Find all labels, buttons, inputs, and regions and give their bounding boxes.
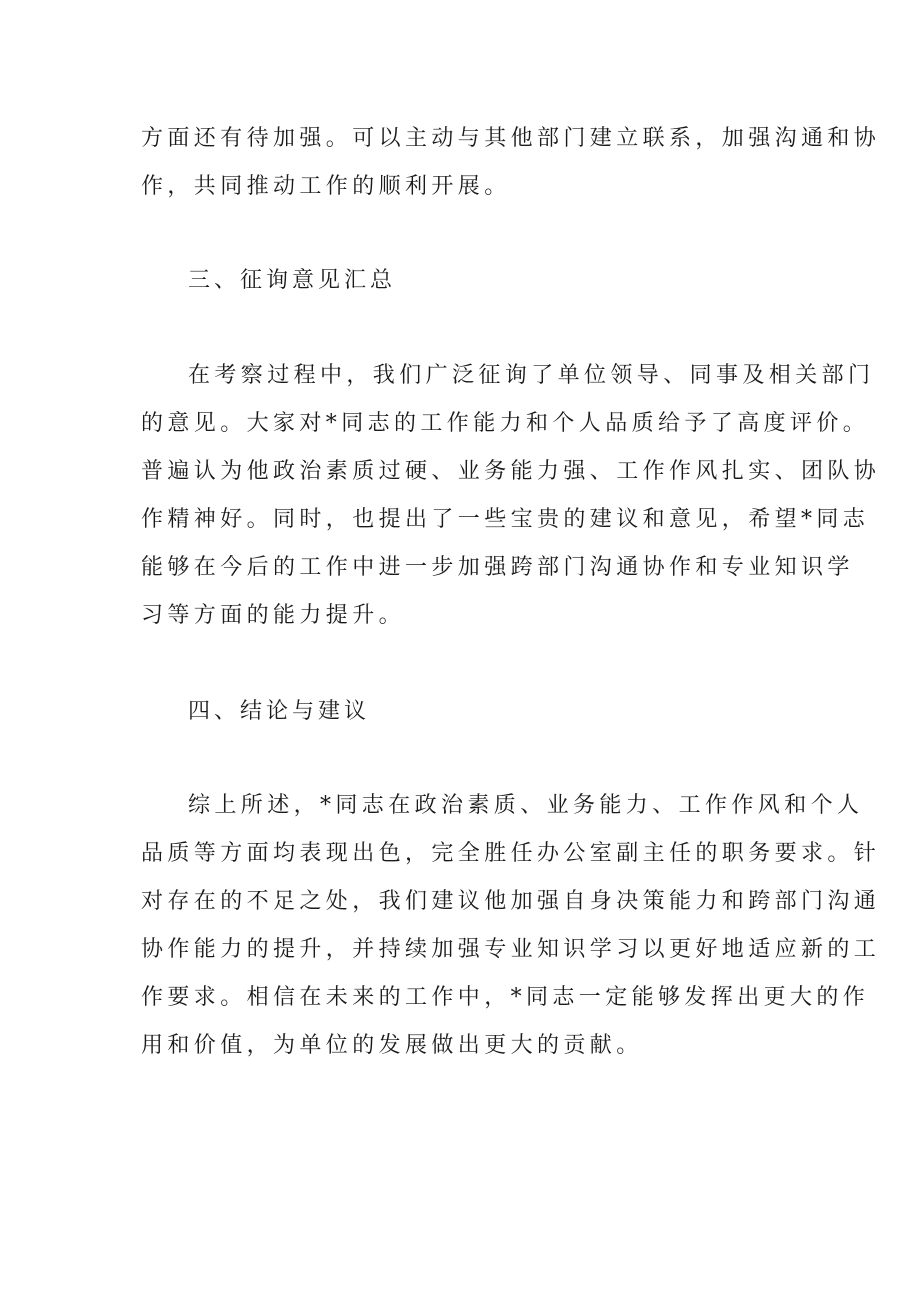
text-line: 能够在今后的工作中进一步加强跨部门沟通协作和专业知识学 — [141, 555, 854, 580]
text-line: 方面还有待加强。可以主动与其他部门建立联系，加强沟通和协 — [141, 126, 881, 151]
section-heading-4: 四、结论与建议 — [188, 699, 371, 724]
text-line: 作要求。相信在未来的工作中，*同志一定能够发挥出更大的作 — [141, 985, 870, 1010]
text-line: 对存在的不足之处，我们建议他加强自身决策能力和跨部门沟通 — [141, 889, 881, 914]
text-line: 在考察过程中，我们广泛征询了单位领导、同事及相关部门 — [188, 363, 875, 388]
text-line: 综上所述，*同志在政治素质、业务能力、工作作风和个人 — [188, 793, 864, 818]
text-line: 品质等方面均表现出色，完全胜任办公室副主任的职务要求。针 — [141, 841, 881, 866]
text-line: 普遍认为他政治素质过硬、业务能力强、工作作风扎实、团队协 — [141, 459, 881, 484]
text-line: 作，共同推动工作的顺利开展。 — [141, 174, 511, 199]
text-line: 协作能力的提升，并持续加强专业知识学习以更好地适应新的工 — [141, 937, 881, 962]
text-line: 的意见。大家对*同志的工作能力和个人品质给予了高度评价。 — [141, 411, 870, 436]
text-line: 用和价值，为单位的发展做出更大的贡献。 — [141, 1033, 643, 1058]
text-line: 习等方面的能力提升。 — [141, 603, 406, 628]
text-line: 作精神好。同时，也提出了一些宝贵的建议和意见，希望*同志 — [141, 507, 870, 532]
section-heading-3: 三、征询意见汇总 — [188, 268, 397, 293]
